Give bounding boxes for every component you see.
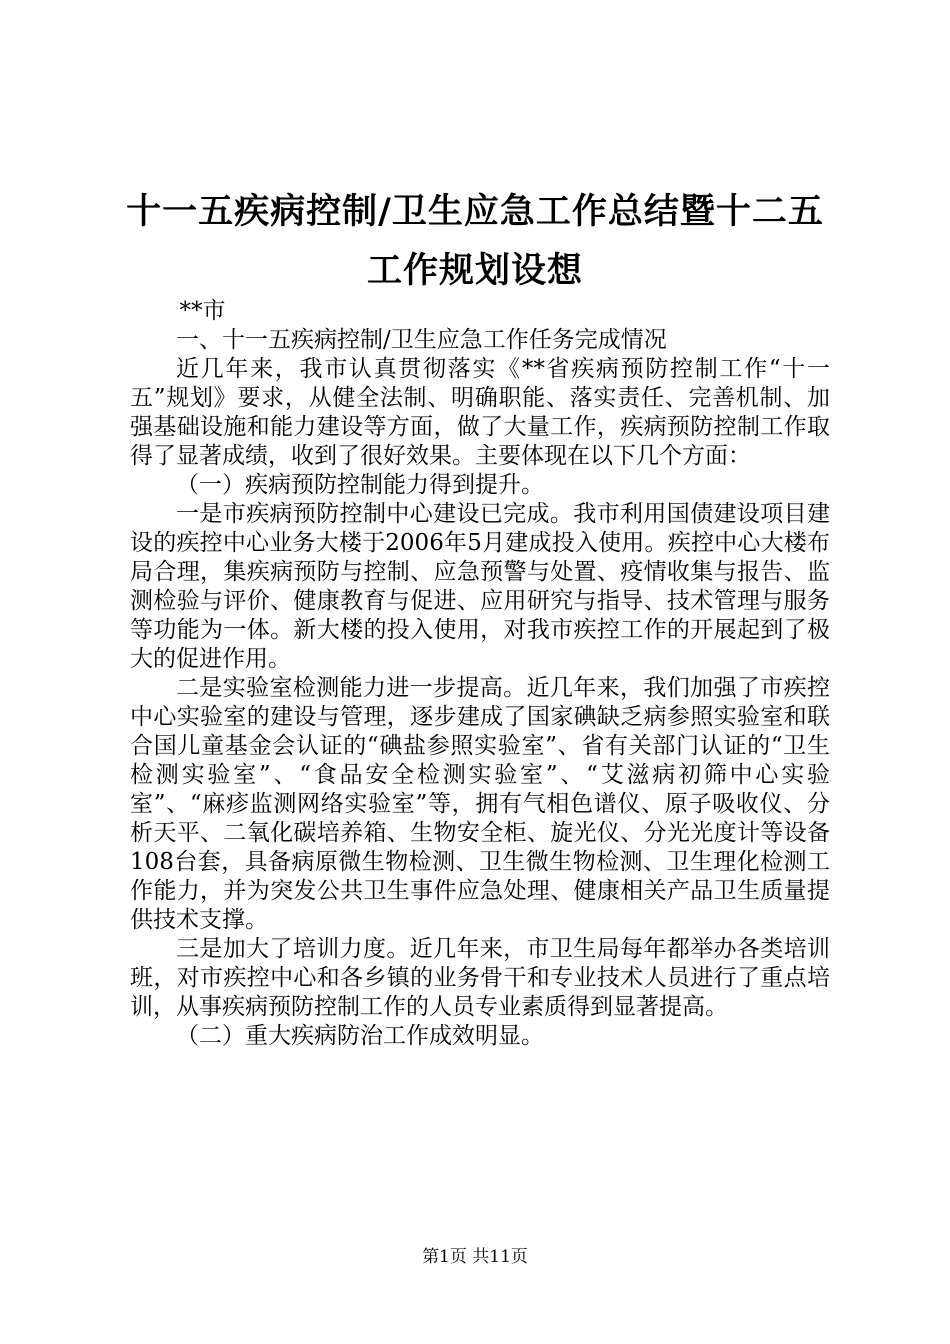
author-line: **市 <box>179 298 226 324</box>
page-footer: 第1页 共11页 <box>422 1247 528 1267</box>
document-title-line-1: 十一五疾病控制/卫生应急工作总结暨十二五 <box>126 192 824 232</box>
section-heading: 一、十一五疾病控制/卫生应急工作任务完成情况 <box>176 327 667 353</box>
paragraph: 二是实验室检测能力进一步提高。近几年来，我们加强了市疾控中心实验室的建设与管理，逐步建成了国家碘缺乏病参照实验室和联合国儿童基金会认证的“碘盐参照实验室”、省有关部门认证的“卫生检测实验室”、“食品安全检测实验室”、“艾滋病初筛中心实验室”、“麻疹监测网络实验室”等，拥有气相色谱仪、原子吸收仪、分析天平、二氧化碳培养箱、生物安全柜、旋光仪、分光光度计等设备108台套，具备病原微生物检测、卫生微生物检测、卫生理化检测工作能力，并为突发公共卫生事件应急处理、健康相关产品卫生质量提供技术支撑。 <box>130 675 830 933</box>
subsection-heading: （一）疾病预防控制能力得到提升。 <box>176 472 544 498</box>
subsection-heading: （二）重大疾病防治工作成效明显。 <box>176 1023 544 1049</box>
paragraph: 一是市疾病预防控制中心建设已完成。我市利用国债建设项目建设的疾控中心业务大楼于2006年5月建成投入使用。疾控中心大楼布局合理，集疾病预防与控制、应急预警与处置、疫情收集与报告、监测检验与评价、健康教育与促进、应用研究与指导、技术管理与服务等功能为一体。新大楼的投入使用，对我市疾控工作的开展起到了极大的促进作用。 <box>130 501 830 672</box>
paragraph: 三是加大了培训力度。近几年来，市卫生局每年都举办各类培训班，对市疾控中心和各乡镇的业务骨干和专业技术人员进行了重点培训，从事疾病预防控制工作的人员专业素质得到显著提高。 <box>130 936 830 1020</box>
document-body <box>130 297 830 1051</box>
paragraph: 近几年来，我市认真贯彻落实《**省疾病预防控制工作“十一五”规划》要求，从健全法制、明确职能、落实责任、完善机制、加强基础设施和能力建设等方面，做了大量工作，疾病预防控制工作取得了显著成绩，收到了很好效果。主要体现在以下几个方面： <box>130 356 830 469</box>
document-title-line-2: 工作规划设想 <box>366 251 583 291</box>
